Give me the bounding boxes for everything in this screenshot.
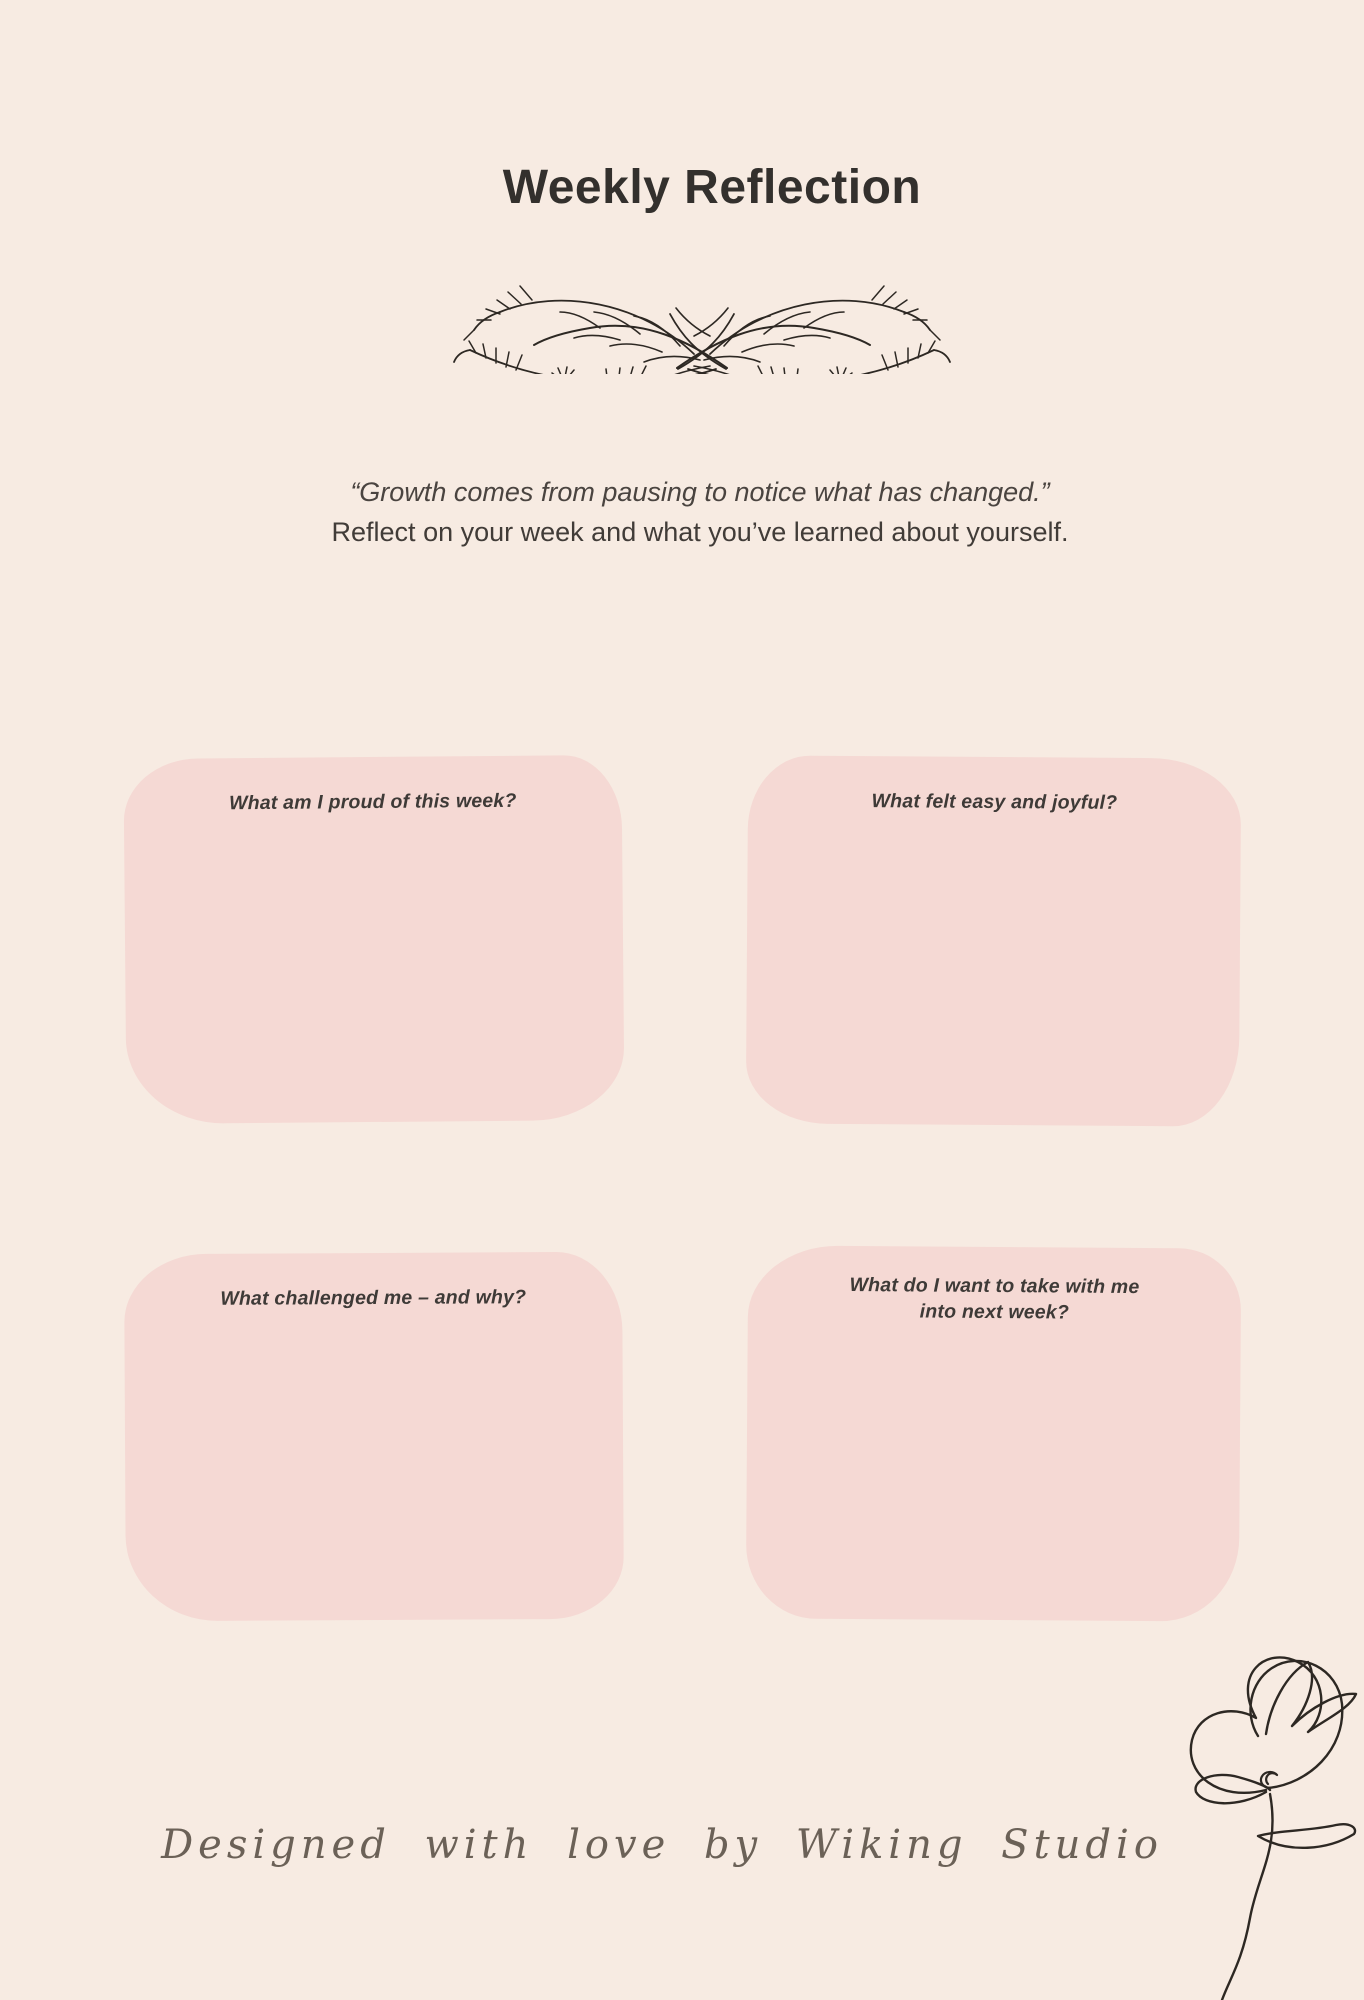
quote-line: “Growth comes from pausing to notice what has changed.” [350, 477, 1050, 507]
prompt-question: What challenged me – and why? [220, 1286, 527, 1310]
intro-text [220, 472, 1180, 552]
prompt-question: What do I want to take with me into next week? [849, 1273, 1140, 1324]
answer-area-challenged[interactable] [124, 1252, 624, 1622]
prompt-question: What am I proud of this week? [228, 789, 517, 815]
subtitle-line: Reflect on your week and what you’ve learned about yourself. [331, 517, 1069, 547]
answer-area-next-week[interactable] [746, 1245, 1242, 1621]
prompt-question: What felt easy and joyful? [871, 790, 1118, 814]
answer-area-easy-joyful[interactable] [746, 755, 1242, 1126]
page-title: Weekly Reflection [502, 161, 922, 214]
lavender-divider-icon [442, 248, 962, 379]
flower-line-art-icon [1158, 1622, 1364, 2000]
answer-area-proud[interactable] [123, 755, 624, 1124]
designer-credit: Designed with love by Wiking Studio [161, 1822, 1163, 1868]
